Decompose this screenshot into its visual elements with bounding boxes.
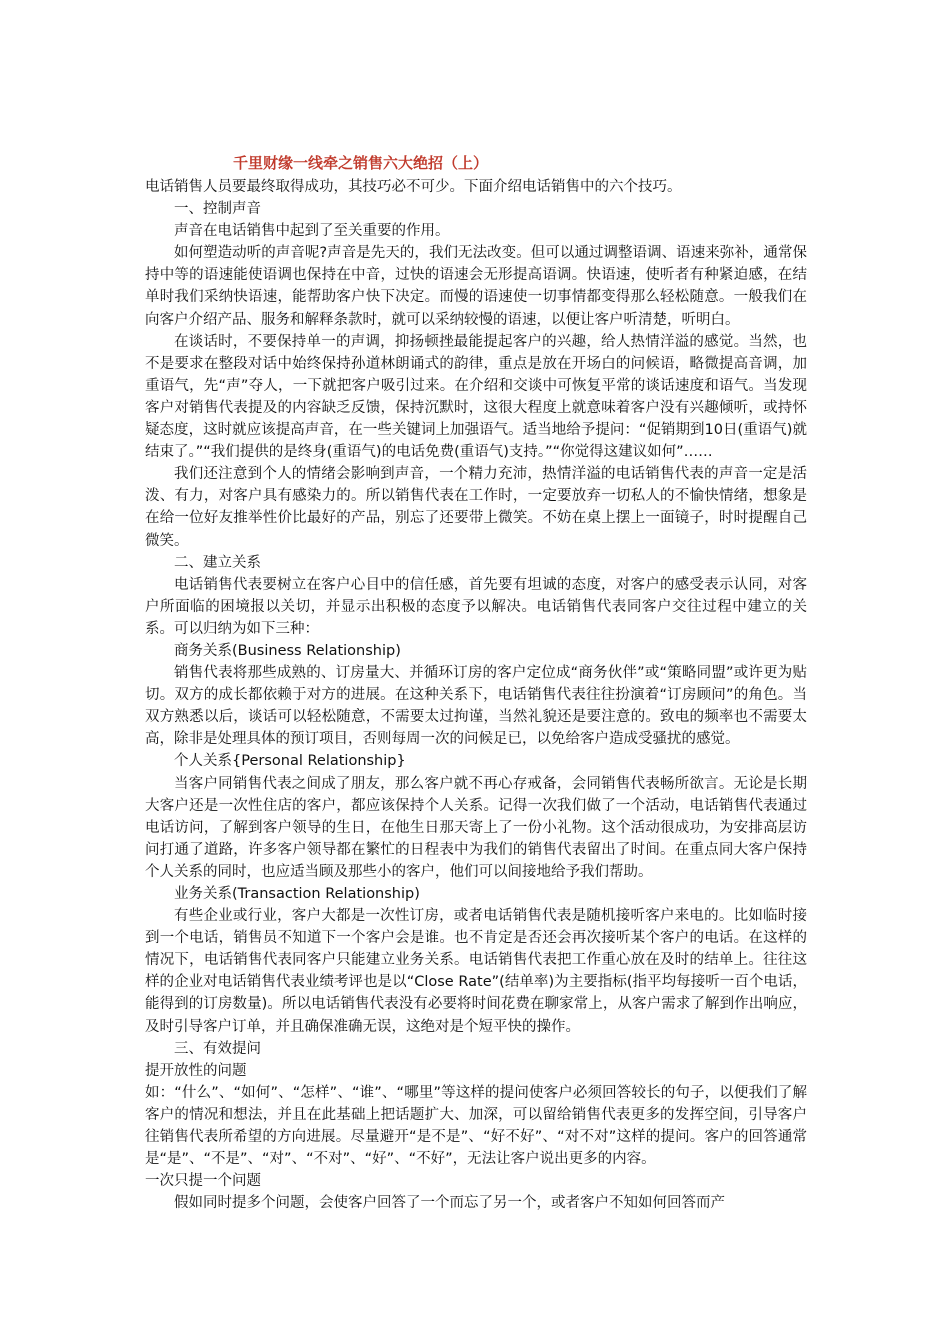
paragraph: 业务关系(Transaction Relationship) <box>174 886 420 902</box>
document-page <box>145 150 807 1214</box>
paragraph: 当客户同销售代表之间成了朋友，那么客户就不再心存戒备，会同销售代表畅所欲言。无论是长期大客户还是一次性住店的客户，都应该保持个人关系。记得一次我们做了一个活动，电话销售代表通过电话访问，了解到客户领导的生日，在他生日那天寄上了一份小礼物。这个活动很成功，为安排高层访问打通了道路，许多客户领导都在繁忙的日程表中为我们的销售代表留出了时间。在重点同大客户保持个人关系的同时，也应适当顾及那些小的客户，他们可以间接地给予我们帮助。 <box>145 775 807 880</box>
paragraph: 电话销售人员要最终取得成功，其技巧必不可少。下面介绍电话销售中的六个技巧。 <box>145 179 682 195</box>
paragraph: 如：“什么”、“如何”、“怎样”、“谁”、“哪里”等这样的提问使客户必须回答较长的句子，以便我们了解客户的情况和想法，并且在此基础上把话题扩大、加深，可以留给销售代表更多的发挥空间，引导客户往销售代表所希望的方向进展。尽量避开“是不是”、“好不好”、“对不对”这样的提问。客户的回答通常是“是”、“不是”、“对”、“不对”、“好”、“不好”，无法让客户说出更多的内容。 <box>145 1084 807 1168</box>
paragraph: 三、有效提问 <box>174 1040 261 1057</box>
paragraph: 我们还注意到个人的情绪会影响到声音，一个精力充沛，热情洋溢的电话销售代表的声音一定是活泼、有力，对客户具有感染力的。所以销售代表在工作时，一定要放弃一切私人的不愉快情绪，想象是在给一位好友推举性价比最好的产品，别忘了还要带上微笑。不妨在桌上摆上一面镜子，时时提醒自己微笑。 <box>145 466 807 549</box>
paragraph: 如何塑造动听的声音呢?声音是先天的，我们无法改变。但可以通过调整语调、语速来弥补，通常保持中等的语速能使语调也保持在中音，过快的语速会无形提高语调。快语速，使听者有种紧迫感，在结单时我们采纳快语速，能帮助客户快下决定。而慢的语速使一切事情都变得那么轻松随意。一般我们在向客户介绍产品、服务和解释条款时，就可以采纳较慢的语速，以便让客户听清楚，听明白。 <box>145 245 807 328</box>
paragraph: 个人关系{Personal Relationship} <box>174 753 406 770</box>
document-body <box>145 176 807 1214</box>
paragraph: 二、建立关系 <box>174 554 261 571</box>
paragraph: 一次只提一个问题 <box>145 1173 261 1190</box>
paragraph: 电话销售代表要树立在客户心目中的信任感，首先要有坦诚的态度，对客户的感受表示认同，对客户所面临的困境报以关切，并显示出积极的态度予以解决。电话销售代表同客户交往过程中建立的关系。可以归纳为如下三种： <box>145 576 807 637</box>
paragraph: 假如同时提多个问题，会使客户回答了一个而忘了另一个，或者客户不知如何回答而产 <box>174 1195 725 1212</box>
paragraph: 有些企业或行业，客户大都是一次性订房，或者电话销售代表是随机接听客户来电的。比如临时接到一个电话，销售员不知道下一个客户会是谁。也不肯定是否还会再次接听某个客户的电话。在这样的情况下，电话销售代表同客户只能建立业务关系。电话销售代表把工作重心放在及时的结单上。往往这样的企业对电话销售代表业绩考评也是以“Close Rate”(结单率)为主要指标(指平均每接听一百个电话，能得到的订房数量)。所以电话销售代表没有必要将时间花费在聊家常上，从客户需求了解到作出响应，及时引导客户订单，并且确保准确无误，这绝对是个短平快的操作。 <box>145 908 807 1035</box>
paragraph: 销售代表将那些成熟的、订房量大、并循环订房的客户定位成“商务伙伴”或“策略同盟”或许更为贴切。双方的成长都依赖于对方的进展。在这种关系下，电话销售代表往往扮演着“订房顾问”的角色。当双方熟悉以后，谈话可以轻松随意，不需要太过拘谨，当然礼貌还是要注意的。致电的频率也不需要太高，除非是处理具体的预订项目，否则每周一次的问候足已，以免给客户造成受骚扰的感觉。 <box>145 665 807 748</box>
paragraph: 声音在电话销售中起到了至关重要的作用。 <box>174 223 450 240</box>
document-title: 千里财缘一线牵之销售六大绝招（上） <box>233 154 489 172</box>
paragraph: 一、控制声音 <box>174 201 261 218</box>
paragraph: 提开放性的问题 <box>145 1062 247 1079</box>
paragraph: 商务关系(Business Relationship) <box>174 642 401 659</box>
paragraph: 在谈话时，不要保持单一的声调，抑扬顿挫最能提起客户的兴趣，给人热情洋溢的感觉。当然，也不是要求在整段对话中始终保持孙道林朗诵式的韵律，重点是放在开场白的问候语，略微提高音调，加重语气，先“声”夺人，一下就把客户吸引过来。在介绍和交谈中可恢复平常的谈话速度和语气。当发现客户对销售代表提及的内容缺乏反馈，保持沉默时，这很大程度上就意味着客户没有兴趣倾听，或持怀疑态度，这时就应该提高声音，在一些关键词上加强语气。适当地给予提问：“促销期到10日(重语气)就结束了。”“我们提供的是终身(重语气)的电话免费(重语气)支持。”“你觉得这建议如何”…… <box>145 333 807 461</box>
